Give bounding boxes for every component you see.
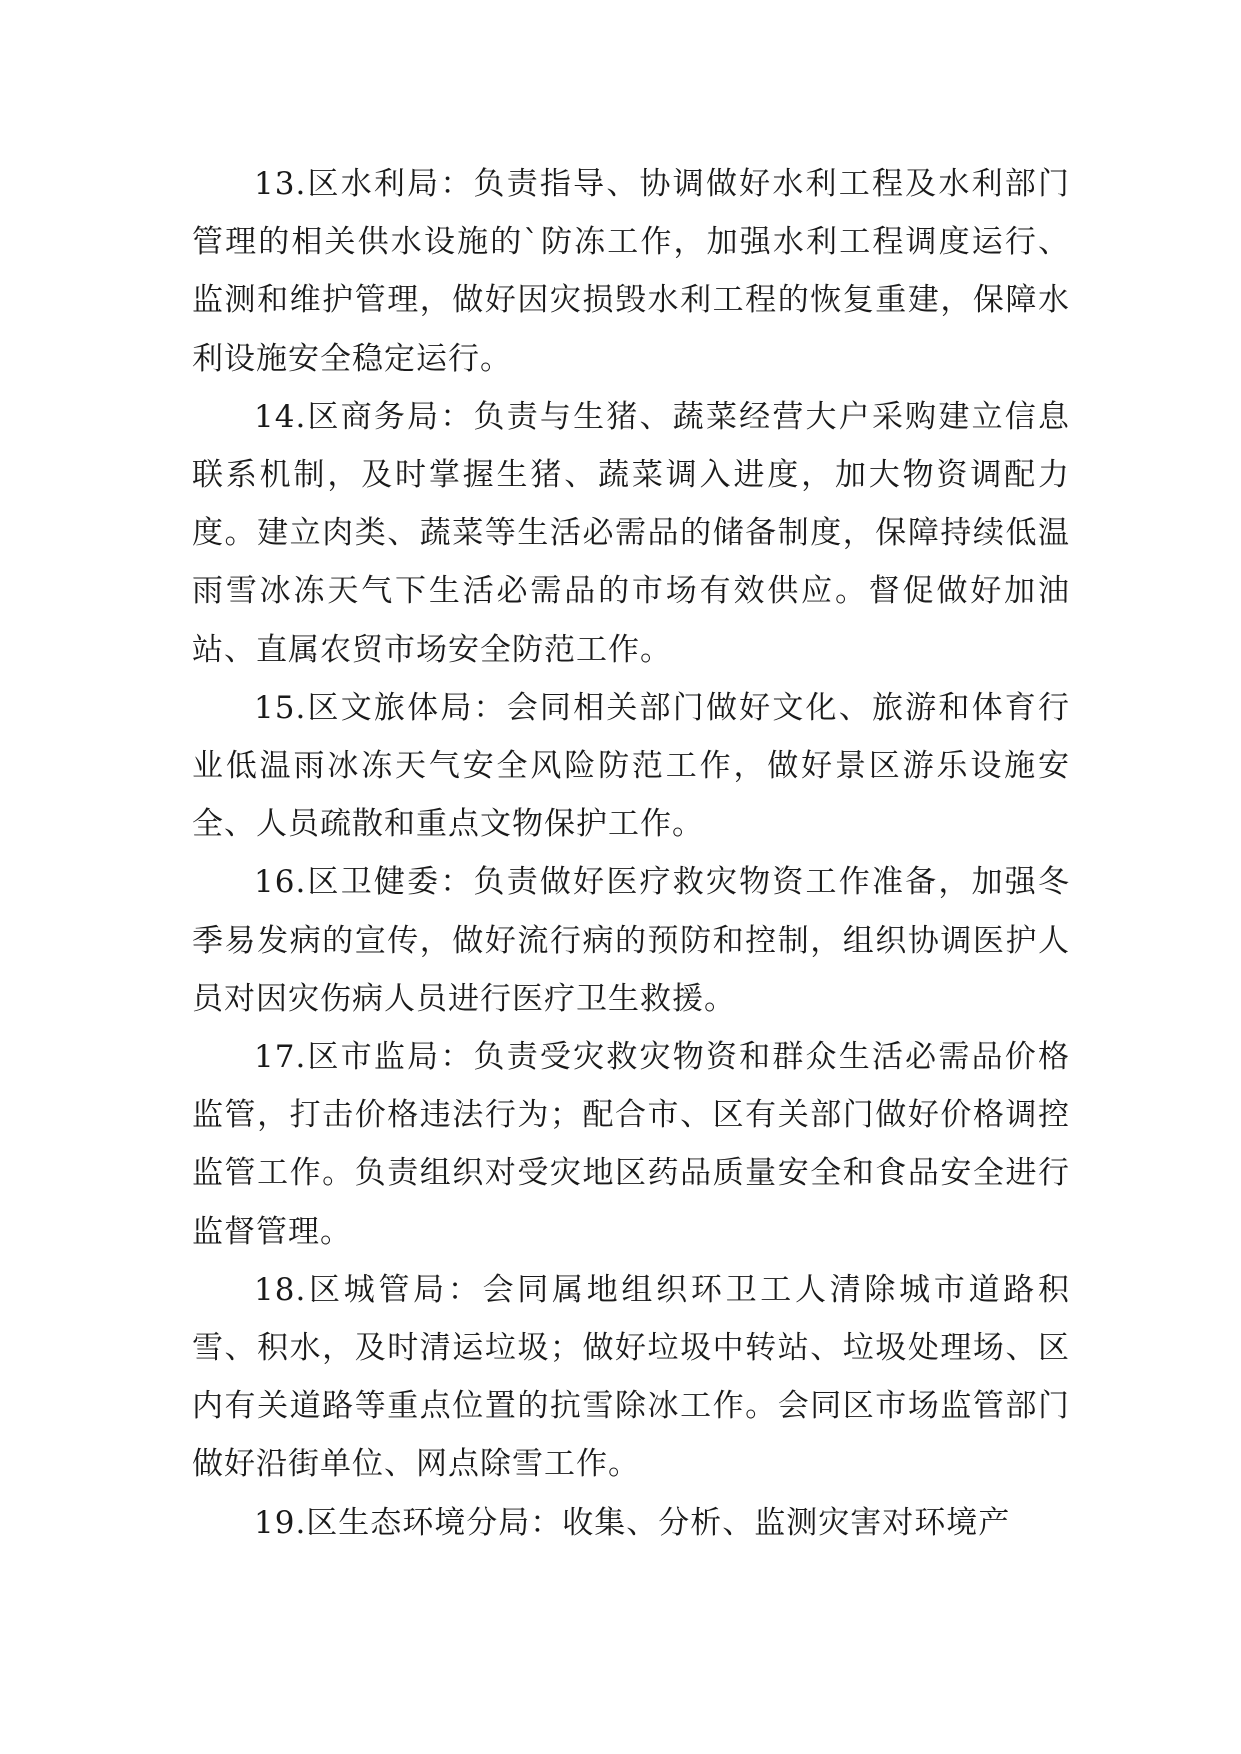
paragraph-culture-tourism-bureau: 15.区文旅体局：会同相关部门做好文化、旅游和体育行业低温雨冰冻天气安全风险防范工作，做好景区游乐设施安全、人员疏散和重点文物保护工作。 [192,689,1070,843]
paragraph-market-supervision-bureau: 17.区市监局：负责受灾救灾物资和群众生活必需品价格监管，打击价格违法行为；配合市、区有关部门做好价格调控监管工作。负责组织对受灾地区药品质量安全和食品安全进行监督管理。 [192,1039,1070,1250]
paragraph-health-commission: 16.区卫健委：负责做好医疗救灾物资工作准备，加强冬季易发病的宣传，做好流行病的预防和控制，组织协调医护人员对因灾伤病人员进行医疗卫生救援。 [192,864,1070,1017]
paragraph-ecology-environment-branch: 19.区生态环境分局：收集、分析、监测灾害对环境产 [254,1504,1011,1541]
paragraph-urban-management-bureau: 18.区城管局：会同属地组织环卫工人清除城市道路积雪、积水，及时清运垃圾；做好垃圾中转站、垃圾处理场、区内有关道路等重点位置的抗雪除冰工作。会同区市场监管部门做好沿街单位、网点除雪工作。 [192,1271,1070,1483]
paragraph-commerce-bureau: 14.区商务局：负责与生猪、蔬菜经营大户采购建立信息联系机制，及时掌握生猪、蔬菜调入进度，加大物资调配力度。建立肉类、蔬菜等生活必需品的储备制度，保障持续低温雨雪冰冻天气下生活必需品的市场有效供应。督促做好加油站、直属农贸市场安全防范工作。 [192,398,1070,668]
document-body [192,155,1070,1552]
paragraph-water-bureau: 13.区水利局：负责指导、协调做好水利工程及水利部门管理的相关供水设施的`防冻工作，加强水利工程调度运行、监测和维护管理，做好因灾损毁水利工程的恢复重建，保障水利设施安全稳定运行。 [192,166,1070,377]
